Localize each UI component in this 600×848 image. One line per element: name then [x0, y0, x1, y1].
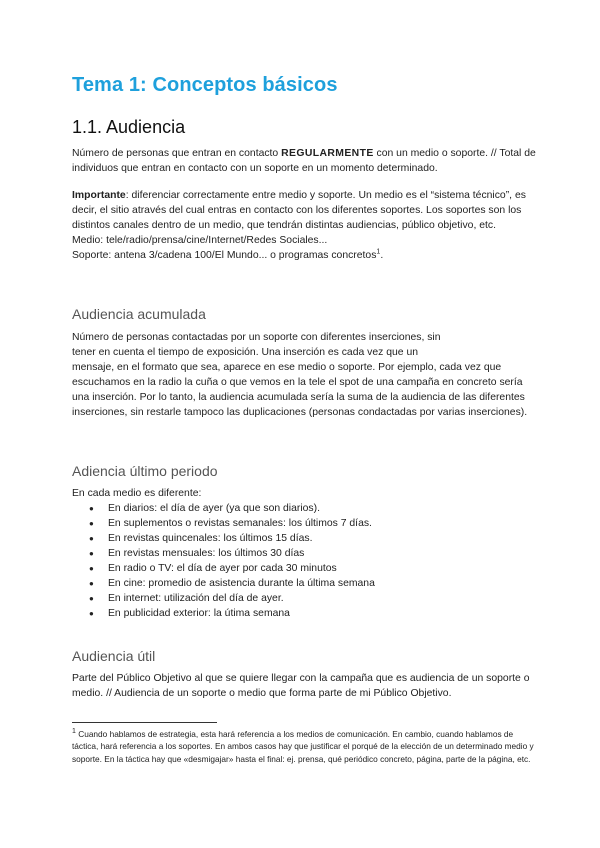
intro-text-2: con un medio o soporte. // Total de individuos que entran en contacto con un soporte en un momento determinado.	[72, 148, 536, 174]
list-item: ● En diarios: el día de ayer (ya que son diarios).	[72, 501, 542, 516]
importante-block	[72, 188, 542, 263]
acumulada-line-1: Número de personas contactadas por un soporte con diferentes inserciones, sin	[72, 332, 441, 343]
list-item: ● En internet: utilización del día de ayer.	[72, 591, 542, 606]
ultimo-intro: En cada medio es diferente:	[72, 488, 202, 499]
ultimo-block	[72, 486, 542, 621]
acumulada-line-3: mensaje, en el formato que sea, aparece en ese medio o soporte. Por ejemplo, cada vez que escuchamos en la radio la cuña o que vemos en la tele el spot de una campaña en concreto sería una inserción. Por lo tanto, la audiencia acumulada sería la suma de la audiencia de las diferentes inserciones, sin restarle tampoco las duplicaciones (personas condactadas por varias inserciones).	[72, 362, 528, 418]
list-item: ● En publicidad exterior: la útima semana	[72, 606, 542, 621]
intro-text-1: Número de personas que entran en contacto	[72, 148, 282, 159]
list-item: ● En revistas mensuales: los últimos 30 días	[72, 546, 542, 561]
acumulada-paragraph	[72, 330, 542, 420]
footnote-mark: 1	[72, 728, 76, 736]
acumulada-heading: Audiencia acumulada	[72, 306, 206, 322]
util-heading: Audiencia útil	[72, 648, 156, 664]
list-item: ● En radio o TV: el día de ayer por cada 30 minutos	[72, 561, 542, 576]
importante-text: : diferenciar correctamente entre medio y soporte. Un medio es el “sistema técnico”, es decir, el sitio através del cual entras en contacto con los diferentes soportes. Los soportes son los distintos canales dentro de un medio, que tendrán distintas audiencias, público objetivo, etc.	[72, 190, 526, 231]
acumulada-line-2: tener en cuenta el tiempo de exposición. Una inserción es cada vez que un	[72, 347, 418, 358]
page-title: Tema 1: Conceptos básicos	[72, 74, 338, 96]
section-heading: 1.1. Audiencia	[72, 117, 186, 137]
ultimo-list	[72, 501, 542, 621]
util-paragraph: Parte del Público Objetivo al que se quiere llegar con la campaña que es audiencia de un soporte o medio. // Audiencia de un soporte o medio que forma parte de mi Público Objetivo.	[72, 673, 530, 699]
ultimo-heading: Adiencia último periodo	[72, 463, 218, 479]
soporte-line: Soporte: antena 3/cadena 100/El Mundo... o programas concretos$^1$.	[72, 248, 384, 261]
footnote-divider	[72, 722, 217, 723]
importante-paragraph	[72, 188, 542, 233]
footnote	[72, 728, 534, 765]
soporte-text: Soporte: antena 3/cadena 100/El Mundo... o programas concretos	[72, 250, 377, 261]
list-item: ● En revistas quincenales: los últimos 15 días.	[72, 531, 542, 546]
footnote-text: Cuando hablamos de estrategia, esta hará referencia a los medios de comunicación. En cambio, cuando hablamos de táctica, hará referencia a los soportes. En ambos casos hay que justificar el porqué de la elección de un determinado medio y soporte. En la táctica hay que «desmigajar» hasta el final: ej. prensa, qué periódico concreto, página, parte de la página, etc.	[72, 729, 534, 764]
list-item: ● En suplementos o revistas semanales: los últimos 7 días.	[72, 516, 542, 531]
intro-paragraph	[72, 146, 542, 176]
importante-label: Importante	[72, 190, 126, 201]
medio-line: Medio: tele/radio/prensa/cine/Internet/Redes Sociales...	[72, 235, 328, 246]
intro-emphasis: REGULARMENTE	[281, 148, 374, 159]
list-item: ● En cine: promedio de asistencia durante la última semana	[72, 576, 542, 591]
footnote-ref[interactable]: 1	[376, 248, 381, 256]
